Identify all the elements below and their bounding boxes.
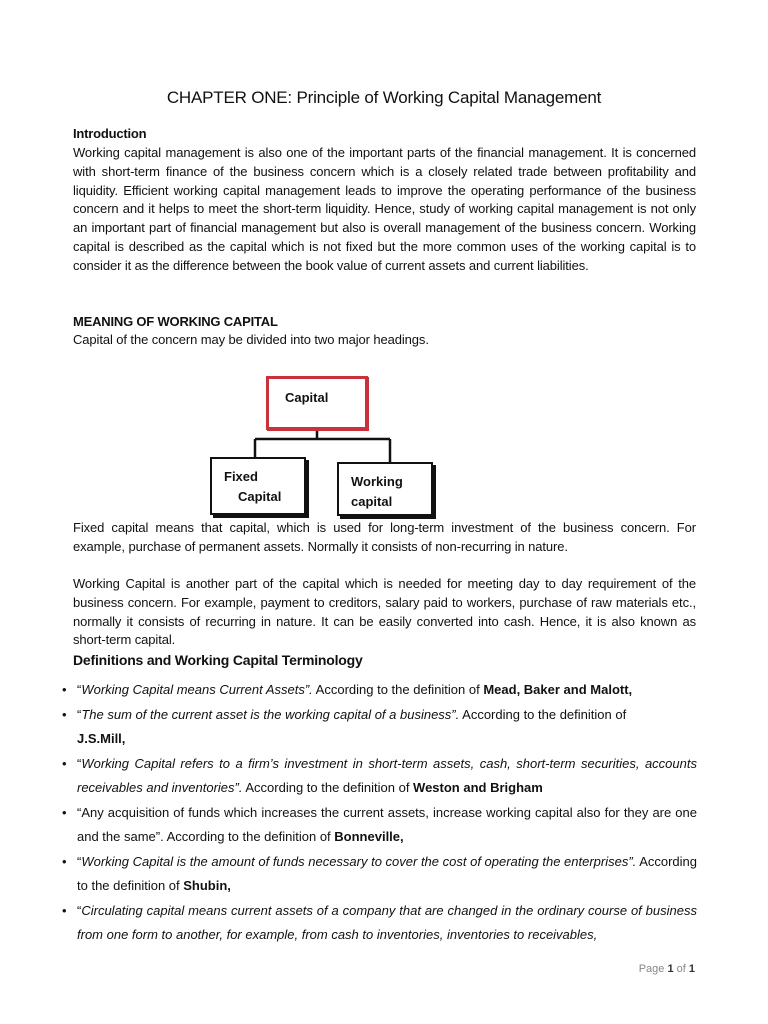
diagram-capital-box (266, 376, 368, 430)
bullet-icon: • (62, 804, 67, 820)
introduction-paragraph: Working capital management is also one of the important parts of the financial management. It is concerned with short-term finance of the business concern which is a closely related trade between profitability and liquidity. Efficient working capital management leads to improve the operating performance of the business concern and it helps to meet the short-term liquidity. Hence, study of working capital management is not only an important part of financial management but also is overall management of the business concern. Working capital is described as the capital which is not fixed but the more common uses of the working capital is to consider it as the difference between the book value of current assets and current liabilities. (73, 145, 696, 273)
definition-author: J.S.Mill, (77, 731, 126, 746)
definition-author: Mead, Baker and Malott, (483, 682, 633, 697)
definitions-list (62, 678, 702, 948)
definition-item: • “Working Capital refers to a firm’s investment in short-term assets, cash, short-term securities, accounts receivables and inventories”. According to the definition of Weston and Brigham (62, 752, 702, 801)
bullet-icon: • (62, 853, 67, 869)
diagram-fixed-capital-box (210, 457, 306, 515)
diagram-working-label-line1: Working (351, 474, 403, 489)
definition-item: • “Working Capital is the amount of funds necessary to cover the cost of operating the enterprises”. According to the definition of Shubin, (62, 850, 702, 899)
definition-author: Bonneville, (334, 829, 404, 844)
definition-quote: Working Capital means Current Assets”. (81, 682, 313, 697)
diagram-working-label-line2: capital (351, 494, 393, 509)
working-capital-paragraph: Working Capital is another part of the capital which is needed for meeting day to day requirement of the business concern. For example, payment to creditors, salary paid to workers, purchase of raw materials etc., normally it consists of recurring in nature. It can be easily converted into cash. Hence, it is also known as short-term capital. (73, 576, 696, 648)
meaning-heading: MEANING OF WORKING CAPITAL (73, 314, 278, 329)
bullet-icon: • (62, 902, 67, 918)
page-counter: Page 1 of 1 (638, 963, 695, 975)
definition-item: • “Circulating capital means current assets of a company that are changed in the ordinary course of business from one form to another, for example, from cash to inventories, inventories to receivables, (62, 899, 702, 948)
definition-quote: Working Capital refers to a firm’s investment in short-term assets, cash, short-term securities, accounts receivables and inventories”. (77, 755, 697, 795)
introduction-heading: Introduction (73, 126, 147, 141)
diagram-fixed-label-line1: Fixed (224, 469, 258, 484)
diagram-fixed-label-line2: Capital (238, 489, 282, 504)
definition-item: • “The sum of the current asset is the working capital of a business”. According to the definition of J.S.Mill, (62, 703, 702, 752)
bullet-icon: • (62, 682, 67, 697)
current-page-number: 1 (667, 963, 674, 975)
definitions-heading: Definitions and Working Capital Terminology (73, 652, 363, 668)
definition-author: Weston and Brigham (413, 780, 543, 795)
definition-quote: Working Capital is the amount of funds necessary to cover the cost of operating the enterprises”. (81, 853, 637, 869)
definition-author: Shubin, (183, 878, 231, 893)
definition-item: • “Any acquisition of funds which increases the current assets, increase working capital also for they are one and the same”. According to the definition of Bonneville, (62, 801, 702, 850)
diagram-working-capital-box (337, 462, 433, 516)
bullet-icon: • (62, 755, 67, 771)
definition-item: • “Working Capital means Current Assets”. According to the definition of Mead, Baker and Malott, (62, 678, 702, 703)
meaning-paragraph: Capital of the concern may be divided into two major headings. (73, 332, 429, 347)
chapter-title: CHAPTER ONE: Principle of Working Capital Management (166, 88, 602, 107)
bullet-icon: • (62, 706, 67, 722)
definition-quote: Circulating capital means current assets of a company that are changed in the ordinary course of business from one form to another, for example, from cash to inventories, inventories to receivables, (77, 902, 697, 942)
definition-quote: The sum of the current asset is the working capital of a business”. (81, 706, 460, 722)
diagram-capital-label: Capital (285, 390, 329, 405)
fixed-capital-paragraph: Fixed capital means that capital, which is used for long-term investment of the business concern. For example, purchase of permanent assets. Normally it consists of non-recurring in nature. (73, 520, 696, 554)
total-page-count: 1 (688, 963, 695, 975)
